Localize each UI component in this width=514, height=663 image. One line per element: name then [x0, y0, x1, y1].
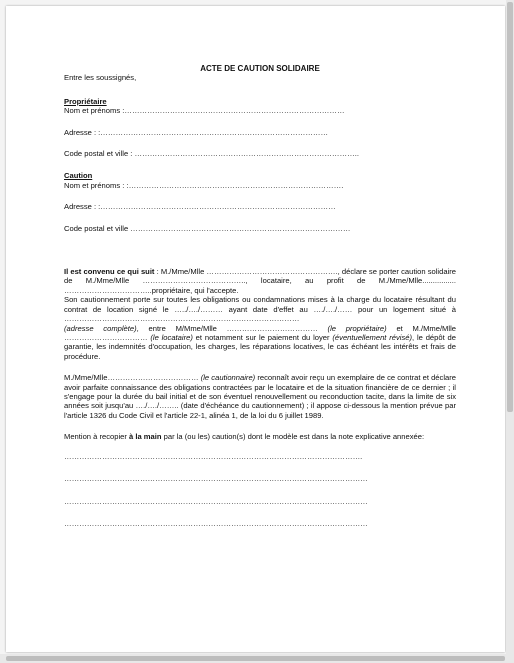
agreement-paragraph: Il est convenu ce qui suit : M./Mme/Mlle ……………………………………………., déclare se porter caution solidaire de M./Mme/Mlle ………………………………….., locataire, au profit de M./Mme/Mlle................ ……………………………..propriétaire, qui l'accepte. Son cautionnement porte sur toutes les obligations ou condamnations mises à la charge du locataire résultant du contrat de location signé le …../…./……… ayant date d'effet au …./…./…… pour un logement situé à ………………………………………………………………………………… (adresse complète), entre M/Mme/Mlle ……………………………… (le propriétaire) et M./Mme/Mlle …………………………… (le locataire) et notamment sur le paiement du loyer (éventuellement révisé), le dépôt de garantie, les indemnités d'occupation, les charges, les réparations locatives, le cas échéant les intérêts et frais de procédure.	[64, 267, 456, 361]
acknowledgement-paragraph: M./Mme/Mlle……………………………… (le cautionnaire) reconnaît avoir reçu un exemplaire de ce contrat et déclare avoir parfaite connaissance des obligations contractées par le locataire et de la situation financière de ce dernier ; il s'engage pour la durée du bail initial et de son éventuel renouvellement ou reconduction tacite, dans la limite de six années soit jusqu'au …./…./…….. (date d'échéance du cautionnement) ; il appose ci-dessous la mention prévue par l'article 1326 du Code Civil et l'article 22-1, alinéa 1, de la loi du 6 juillet 1989.	[64, 373, 456, 420]
guarantor-name-field: Nom et prénoms : :………………………………………………………………………….	[64, 180, 344, 190]
handwritten-mention-instruction: Mention à recopier à la main par la (ou les) caution(s) dont le modèle est dans la note explicative annexée:	[64, 432, 425, 442]
handwriting-lines	[64, 442, 456, 532]
document-title: ACTE DE CAUTION SOLIDAIRE	[200, 64, 320, 73]
document-body	[64, 64, 456, 532]
horizontal-scroll-thumb[interactable]	[6, 656, 505, 661]
handwriting-line[interactable]: …………………………………………………………………………………………………………	[64, 519, 368, 529]
owner-section	[64, 97, 456, 159]
owner-heading: Propriétaire	[64, 96, 107, 106]
handwriting-line[interactable]: …………………………………………………………………………………………………………	[64, 474, 368, 484]
guarantor-address-field: Adresse : :…………………………………………………………………………………	[64, 202, 336, 212]
intro-text: Entre les soussignés,	[64, 73, 137, 83]
horizontal-scrollbar[interactable]	[0, 654, 514, 663]
document-page	[6, 6, 505, 652]
owner-name-field: Nom et prénoms :……………………………………………………………………………	[64, 106, 345, 116]
agreement-lead: Il est convenu ce qui suit	[64, 267, 155, 277]
owner-postal-field: Code postal et ville : ……………………………………………………………………………..	[64, 149, 359, 159]
owner-address-field: Adresse : :………………………………………………………………………………	[64, 127, 329, 137]
guarantor-heading: Caution	[64, 171, 93, 181]
vertical-scroll-thumb[interactable]	[507, 2, 513, 412]
handwriting-line[interactable]: …………………………………………………………………………………………………………	[64, 496, 368, 506]
guarantor-section	[64, 171, 456, 233]
guarantor-postal-field: Code postal et ville ……………………………………………………………………………	[64, 223, 351, 233]
vertical-scrollbar[interactable]	[506, 0, 514, 655]
handwriting-line[interactable]: ……………………………………………………………………………………………………….	[64, 451, 363, 461]
